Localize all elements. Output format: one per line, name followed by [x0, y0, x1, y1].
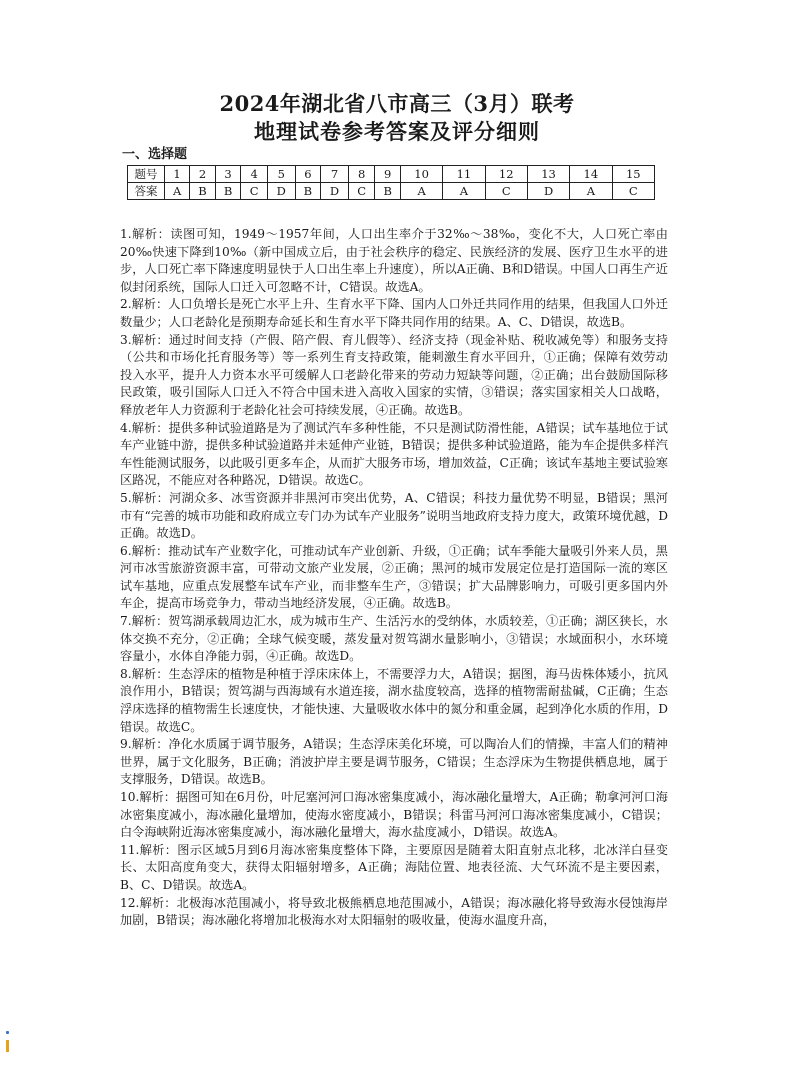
answer-cell: D — [321, 183, 349, 200]
answer-cell: B — [375, 183, 401, 200]
scan-mark — [6, 1031, 9, 1034]
explanation-5: 5.解析：河湖众多、冰雪资源并非黑河市突出优势，A、C错误；科技力量优势不明显，B错误；黑河市有“完善的城市功能和政府成立专门办为试车产业服务”说明当地政府支持力度大，政策环境优越，D正确。故选D。 — [120, 490, 668, 541]
answer-cell: D — [527, 183, 569, 200]
question-number: 9 — [375, 166, 401, 183]
question-number: 3 — [215, 166, 241, 183]
answer-cell: A — [443, 183, 485, 200]
question-number: 15 — [612, 166, 654, 183]
answer-cell: C — [485, 183, 527, 200]
question-number: 5 — [267, 166, 295, 183]
document-subtitle: 地理试卷参考答案及评分细则 — [254, 119, 540, 144]
answer-cell: C — [241, 183, 268, 200]
table-row-numbers — [128, 166, 655, 183]
answer-cell: B — [215, 183, 241, 200]
question-number: 12 — [485, 166, 527, 183]
explanation-11: 11.解析：图示区域5月到6月海冰密集度整体下降，主要原因是随着太阳直射点北移，北冰洋白昼变长、太阳高度角变大，获得太阳辐射增多，A正确；海陆位置、地表径流、大气环流不是主要因素，B、C、D错误。故选A。 — [120, 842, 668, 892]
question-number: 4 — [241, 166, 268, 183]
question-number: 7 — [321, 166, 349, 183]
answer-cell: B — [295, 183, 321, 200]
explanation-2: 2.解析：人口负增长是死亡水平上升、生育水平下降、国内人口外迁共同作用的结果，但我国人口外迁数量少；人口老龄化是预期寿命延长和生育水平下降共同作用的结果。A、C、D错误，故选B。 — [120, 297, 668, 329]
document-title: 2024年湖北省八市高三（3月）联考 — [219, 91, 575, 116]
answer-table — [127, 165, 655, 200]
row-label-number: 题号 — [128, 166, 165, 183]
explanation-7: 7.解析：贺笃湖承载周边汇水，成为城市生产、生活污水的受纳体，水质较差，①正确；湖区狭长，水体交换不充分，②正确；全球气候变暖，蒸发量对贺笃湖水量影响小，③错误；水域面积小，水环境容量小，水体自净能力弱，④正确。故选D。 — [120, 614, 668, 664]
question-number: 14 — [570, 166, 612, 183]
answer-cell: D — [267, 183, 295, 200]
answer-cell: C — [348, 183, 375, 200]
explanation-9: 9.解析：净化水质属于调节服务，A错误；生态浮床美化环境，可以陶冶人们的情操，丰富人们的精神世界，属于文化服务，B正确；消波护岸主要是调节服务，C错误；生态浮床为生物提供栖息地，属于支撑服务，D错误。故选B。 — [120, 737, 668, 787]
question-number: 10 — [400, 166, 442, 183]
question-number: 11 — [443, 166, 485, 183]
question-number: 6 — [295, 166, 321, 183]
explanation-3: 3.解析：通过时间支持（产假、陪产假、育儿假等）、经济支持（现金补贴、税收减免等）和服务支持（公共和市场化托育服务等）等一系列生育支持政策，能刺激生育水平回升，①正确；保障有效劳动投入水平，提升人力资本水平可缓解人口老龄化带来的劳动力短缺等问题，②正确；出台鼓励国际移民政策，吸引国际人口迁入不符合中国未进入高收入国家的实情，③错误；落实国家相关人口战略，释放老年人力资源利于老龄化社会可持续发展，④正确。故选B。 — [120, 332, 668, 417]
answer-cell: C — [612, 183, 654, 200]
question-number: 13 — [527, 166, 569, 183]
explanations — [120, 226, 668, 930]
explanation-8: 8.解析：生态浮床的植物是种植于浮床床体上，不需要浮力大，A错误；据图，海马齿株体矮小，抗风浪作用小，B错误；贺笃湖与西海域有水道连接，湖水盐度较高，选择的植物需耐盐碱，C正确；生态浮床选择的植物需生长速度快，才能快速、大量吸收水体中的氮分和重金属，起到净化水质的作用，D错误。故选C。 — [120, 666, 668, 734]
question-number: 2 — [190, 166, 216, 183]
explanation-1: 1.解析：读图可知，1949～1957年间，人口出生率介于32‰～38‰，变化不大，人口死亡率由20‰快速下降到10‰（新中国成立后，由于社会秩序的稳定、民族经济的发展、医疗卫生水平的进步，人口死亡率下降速度明显快于人口出生率上升速度），所以A正确、B和D错误。中国人口再生产近似封闭系统，国际人口迁入可忽略不计，C错误。故选A。 — [120, 227, 668, 294]
explanation-10: 10.解析：据图可知在6月份，叶尼塞河河口海冰密集度减小，海冰融化量增大，A正确；勒拿河河口海冰密集度减小，海冰融化量增加，使海水密度减小，B错误；科雷马河河口海冰密集度减小，C错误；白令海峡附近海冰密集度减小，海冰融化量增大，海水盐度减小，D错误。故选A。 — [120, 790, 668, 840]
question-number: 8 — [348, 166, 375, 183]
explanation-12: 12.解析：北极海冰范围减小，将导致北极熊栖息地范围减小，A错误；海冰融化将导致海水侵蚀海岸加剧，B错误；海冰融化将增加北极海水对太阳辐射的吸收量，使海水温度升高， — [120, 895, 668, 928]
table-row-answers — [128, 183, 655, 200]
section-heading: 一、选择题 — [122, 147, 188, 162]
row-label-answer: 答案 — [128, 183, 165, 200]
question-number: 1 — [165, 166, 190, 183]
explanation-4: 4.解析：提供多种试验道路是为了测试汽车多种性能，不只是测试防滑性能，A错误；试车基地位于试车产业链中游，提供多种试验道路并未延伸产业链，B错误；提供多种试验道路，能为车企提供多样汽车性能测试服务，以此吸引更多车企，从而扩大服务市场，增加效益，C正确；该试车基地主要试验寒区路况，不能应对各种路况，D错误。故选C。 — [120, 420, 668, 488]
answer-cell: A — [165, 183, 190, 200]
answer-cell: B — [190, 183, 216, 200]
answer-cell: A — [400, 183, 442, 200]
answer-cell: A — [570, 183, 612, 200]
scan-mark — [6, 1040, 9, 1052]
explanation-6: 6.解析：推动试车产业数字化，可推动试车产业创新、升级，①正确；试车季能大量吸引外来人员，黑河市冰雪旅游资源丰富，可带动文旅产业发展，②正确；黑河的城市发展定位是打造国际一流的寒区试车基地，应重点发展整车试车产业，而非整车生产，③错误；扩大品牌影响力，可吸引更多国内外车企，提高市场竞争力，带动当地经济发展，④正确。故选B。 — [120, 543, 668, 611]
